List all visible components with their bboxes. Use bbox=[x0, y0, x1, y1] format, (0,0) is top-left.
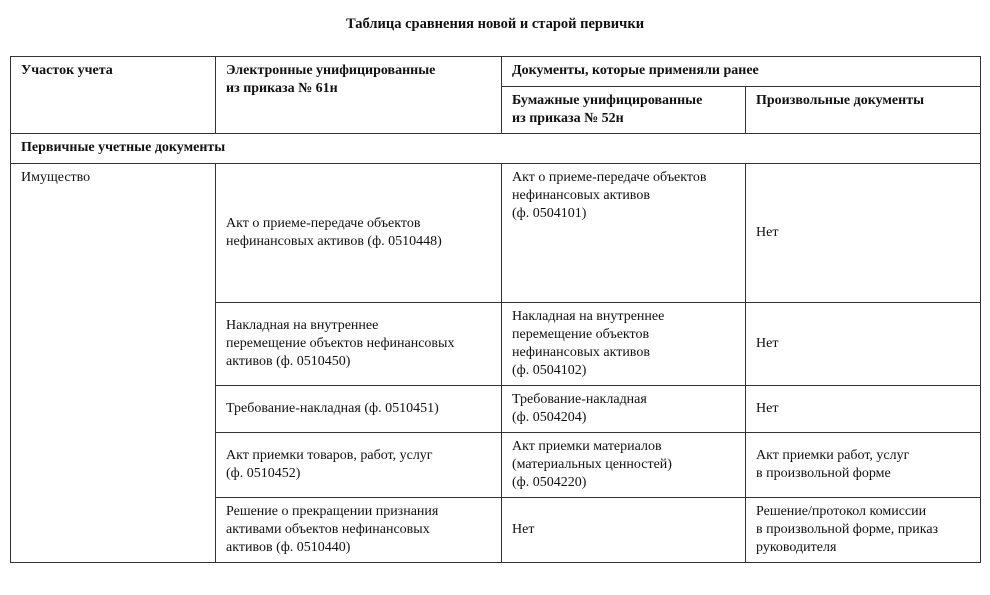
paper-doc-cell: Требование-накладная (ф. 0504204) bbox=[502, 386, 746, 433]
header-row-1 bbox=[11, 57, 981, 87]
section-title: Первичные учетные документы bbox=[11, 134, 981, 164]
arbitrary-doc-cell: Решение/протокол комиссии в произвольной форме, приказ руководителя bbox=[746, 498, 981, 563]
header-arbitrary: Произвольные документы bbox=[746, 87, 981, 134]
arbitrary-doc-cell: Нет bbox=[746, 303, 981, 386]
section-row bbox=[11, 134, 981, 164]
arbitrary-doc-cell: Нет bbox=[746, 164, 981, 303]
electronic-doc-cell: Требование-накладная (ф. 0510451) bbox=[216, 386, 502, 433]
header-area: Участок учета bbox=[11, 57, 216, 134]
paper-doc-cell: Нет bbox=[502, 498, 746, 563]
electronic-doc-cell: Накладная на внутреннее перемещение объектов нефинансовых активов (ф. 0510450) bbox=[216, 303, 502, 386]
area-cell: Имущество bbox=[11, 164, 216, 563]
table-row bbox=[11, 164, 981, 303]
arbitrary-doc-cell: Акт приемки работ, услуг в произвольной форме bbox=[746, 433, 981, 498]
paper-doc-cell: Акт приемки материалов (материальных ценностей) (ф. 0504220) bbox=[502, 433, 746, 498]
document-title: Таблица сравнения новой и старой первички bbox=[345, 16, 645, 32]
header-electronic: Электронные унифицированные из приказа № 61н bbox=[216, 57, 502, 134]
comparison-table bbox=[10, 56, 981, 563]
header-previous: Документы, которые применяли ранее bbox=[502, 57, 981, 87]
electronic-doc-cell: Акт о приеме-передаче объектов нефинансовых активов (ф. 0510448) bbox=[216, 164, 502, 303]
arbitrary-doc-cell: Нет bbox=[746, 386, 981, 433]
header-paper: Бумажные унифицированные из приказа № 52н bbox=[502, 87, 746, 134]
electronic-doc-cell: Акт приемки товаров, работ, услуг (ф. 0510452) bbox=[216, 433, 502, 498]
electronic-doc-cell: Решение о прекращении признания активами объектов нефинансовых активов (ф. 0510440) bbox=[216, 498, 502, 563]
paper-doc-cell: Накладная на внутреннее перемещение объектов нефинансовых активов (ф. 0504102) bbox=[502, 303, 746, 386]
paper-doc-cell: Акт о приеме-передаче объектов нефинансовых активов (ф. 0504101) bbox=[502, 164, 746, 303]
